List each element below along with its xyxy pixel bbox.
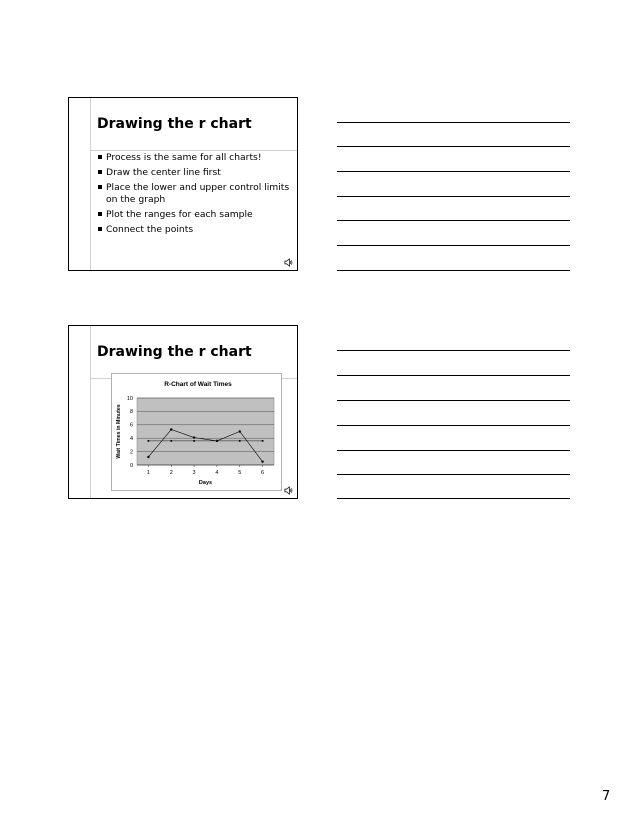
chart-data-point <box>170 440 172 442</box>
chart-x-tick-label: 3 <box>192 470 196 476</box>
chart-x-tick-label: 2 <box>169 470 173 476</box>
slide-1 <box>68 97 298 271</box>
chart-svg <box>112 374 281 490</box>
chart-data-point <box>193 440 195 442</box>
note-line <box>337 498 570 499</box>
chart-data-point <box>147 456 149 458</box>
note-line <box>337 375 570 376</box>
bullet-list <box>98 152 293 239</box>
bullet-item: Process is the same for all charts! <box>98 152 293 164</box>
note-line <box>337 122 570 123</box>
chart-x-axis-label: Days <box>198 480 213 486</box>
chart-data-point <box>239 430 241 432</box>
chart-plot-area <box>137 398 274 465</box>
chart-plot-layer <box>127 396 274 476</box>
page-number: 7 <box>602 789 611 804</box>
note-line <box>337 450 570 451</box>
note-line <box>337 196 570 197</box>
chart-y-tick-label: 2 <box>129 449 133 456</box>
chart-x-tick-label: 1 <box>146 470 150 476</box>
chart-x-tick-label: 4 <box>215 470 219 476</box>
chart-data-point <box>239 440 241 442</box>
note-line <box>337 474 570 475</box>
note-line <box>337 171 570 172</box>
chart-y-tick-label: 4 <box>129 436 133 442</box>
chart-data-point <box>193 436 195 438</box>
note-line <box>337 146 570 147</box>
chart-y-tick-label: 0 <box>129 462 133 469</box>
chart-y-axis-label: Wait Times in Minutes <box>116 404 122 459</box>
chart-data-point <box>261 460 263 462</box>
slide-title: Drawing the r chart <box>97 344 252 360</box>
bullet-item: Draw the center line first <box>98 167 293 179</box>
r-chart <box>111 373 282 491</box>
chart-y-tick-label: 6 <box>129 422 133 429</box>
chart-data-point <box>262 440 264 442</box>
chart-x-tick-label: 5 <box>238 470 242 476</box>
bullet-item: Plot the ranges for each sample <box>98 209 293 221</box>
note-line <box>337 425 570 426</box>
speaker-icon[interactable] <box>284 258 293 267</box>
bullet-item: Connect the points <box>98 224 293 236</box>
chart-y-tick-label: 10 <box>126 395 133 402</box>
slide-title: Drawing the r chart <box>97 116 252 132</box>
chart-x-tick-label: 6 <box>261 470 265 476</box>
note-line <box>337 350 570 351</box>
chart-y-tick-label: 8 <box>129 409 133 416</box>
chart-data-point <box>170 428 172 430</box>
note-line <box>337 220 570 221</box>
slide-left-rule <box>90 98 91 270</box>
note-line <box>337 270 570 271</box>
slide-left-rule <box>90 326 91 498</box>
note-line <box>337 245 570 246</box>
slide-title-rule <box>90 150 297 151</box>
chart-data-point <box>216 440 218 442</box>
slide-2 <box>68 325 298 499</box>
chart-title: R-Chart of Wait Times <box>164 381 232 388</box>
speaker-icon[interactable] <box>284 486 293 495</box>
chart-data-point <box>147 440 149 442</box>
note-line <box>337 400 570 401</box>
bullet-item: Place the lower and upper control limits on the graph <box>98 182 293 206</box>
